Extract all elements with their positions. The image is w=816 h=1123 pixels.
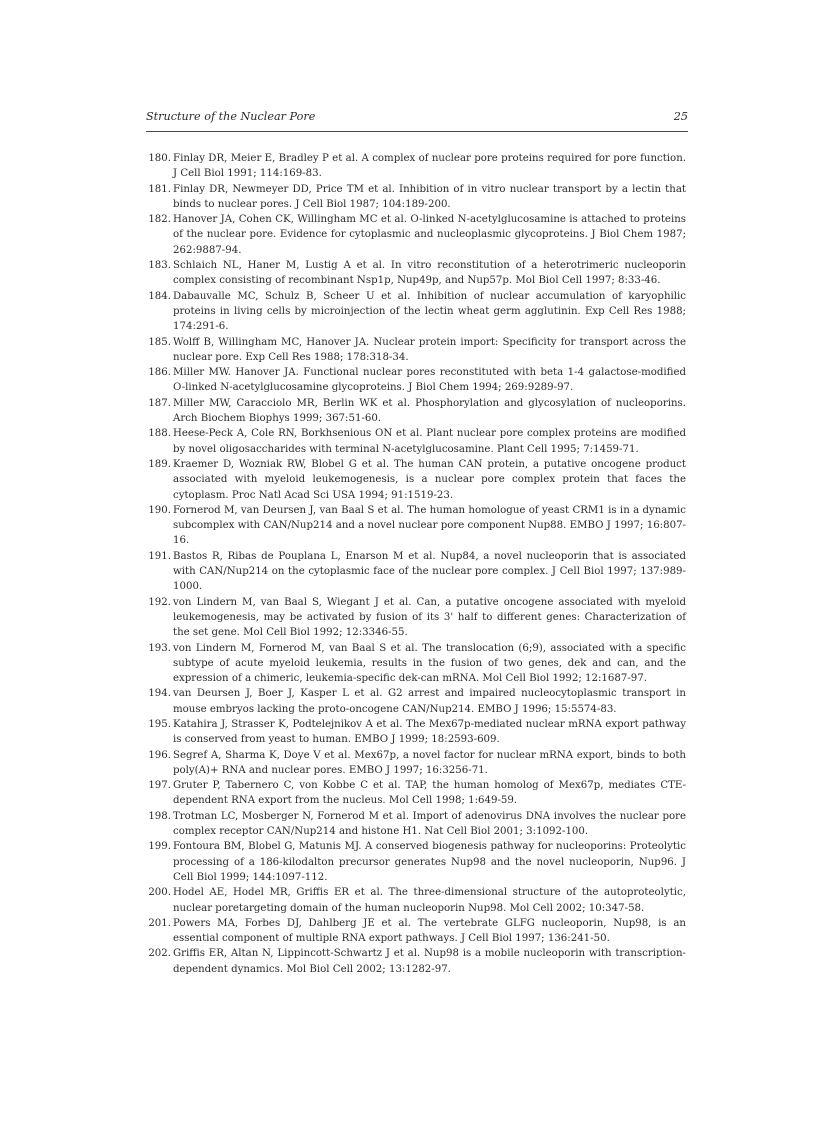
- reference-number: 199.: [148, 841, 171, 853]
- reference-item: [146, 457, 686, 503]
- reference-number: 188.: [148, 428, 171, 440]
- reference-text: Schlaich NL, Haner M, Lustig A et al. In vitro reconstitution of a heterotrimeric nucleoporin complex consisting of recombinant Nsp1p, Nup49p, and Nup57p. Mol Biol Cell 1997; 8:33-46.: [173, 260, 686, 287]
- reference-number: 191.: [148, 550, 171, 562]
- reference-number: 184.: [148, 290, 171, 302]
- running-head-title: Structure of the Nuclear Pore: [146, 110, 316, 123]
- reference-item: [146, 335, 686, 366]
- reference-text: Segref A, Sharma K, Doye V et al. Mex67p, a novel factor for nuclear mRNA export, binds to both poly(A)+ RNA and nuclear pores. EMBO J 1997; 16:3256-71.: [173, 749, 686, 776]
- reference-item: [146, 503, 686, 549]
- reference-number: 195.: [148, 718, 171, 730]
- header-rule: [146, 131, 688, 132]
- reference-text: von Lindern M, Fornerod M, van Baal S et al. The translocation (6;9), associated with a specific subtype of acute myeloid leukemia, results in the fusion of two genes, dek and can, and the expression of a chimeric, leukemia-specific dek-can mRNA. Mol Cell Biol 1992; 12:1687-97.: [173, 642, 686, 685]
- reference-item: [146, 212, 686, 258]
- reference-item: [146, 778, 686, 809]
- running-head: [146, 110, 688, 126]
- reference-text: Heese-Peck A, Cole RN, Borkhsenious ON et al. Plant nuclear pore complex proteins are modified by novel oligosaccharides with terminal N-acetylglucosamine. Plant Cell 1995; 7:1459-71.: [173, 428, 686, 455]
- reference-text: Kraemer D, Wozniak RW, Blobel G et al. The human CAN protein, a putative oncogene product associated with myeloid leukemogenesis, is a nuclear pore complex protein that faces the cytoplasm. Proc Natl Acad Sci USA 1994; 91:1519-23.: [173, 458, 686, 501]
- reference-number: 190.: [148, 504, 171, 516]
- reference-item: [146, 839, 686, 885]
- reference-text: Miller MW, Caracciolo MR, Berlin WK et al. Phosphorylation and glycosylation of nucleoporins. Arch Biochem Biophys 1999; 367:51-60.: [173, 397, 686, 425]
- reference-text: Trotman LC, Mosberger N, Fornerod M et al. Import of adenovirus DNA involves the nuclear pore complex receptor CAN/Nup214 and histone H1. Nat Cell Biol 2001; 3:1092-100.: [173, 810, 686, 838]
- reference-text: Miller MW. Hanover JA. Functional nuclear pores reconstituted with beta 1-4 galactose-modified O-linked N-acetylglucosamine glycoproteins. J Biol Chem 1994; 269:9289-97.: [173, 367, 686, 394]
- reference-number: 192.: [148, 596, 171, 608]
- reference-number: 197.: [148, 780, 171, 792]
- reference-item: [146, 151, 686, 182]
- reference-item: [146, 549, 686, 595]
- reference-number: 180.: [148, 153, 171, 164]
- reference-item: [146, 686, 686, 717]
- reference-item: [146, 946, 686, 977]
- reference-number: 186.: [148, 367, 171, 379]
- reference-number: 202.: [148, 948, 171, 960]
- reference-item: [146, 916, 686, 947]
- reference-number: 187.: [148, 397, 171, 409]
- reference-text: Hodel AE, Hodel MR, Griffis ER et al. The three-dimensional structure of the autoproteolytic, nuclear poretargeting domain of the human nucleoporin Nup98. Mol Cell 2002; 10:347-58.: [173, 887, 686, 914]
- reference-item: [146, 365, 686, 396]
- reference-number: 196.: [148, 749, 171, 761]
- reference-item: [146, 717, 686, 748]
- reference-item: [146, 748, 686, 779]
- reference-item: [146, 289, 686, 335]
- reference-number: 193.: [148, 642, 171, 654]
- reference-item: [146, 809, 686, 840]
- reference-text: Wolff B, Willingham MC, Hanover JA. Nuclear protein import: Specificity for transport across the nuclear pore. Exp Cell Res 1988; 178:318-34.: [173, 336, 686, 363]
- reference-text: Finlay DR, Newmeyer DD, Price TM et al. Inhibition of in vitro nuclear transport by a lectin that binds to nuclear pores. J Cell Biol 1987; 104:189-200.: [173, 183, 686, 210]
- reference-number: 194.: [148, 688, 171, 700]
- reference-number: 198.: [148, 810, 171, 822]
- reference-number: 189.: [148, 458, 171, 470]
- reference-text: Katahira J, Strasser K, Podtelejnikov A et al. The Mex67p-mediated nuclear mRNA export pathway is conserved from yeast to human. EMBO J 1999; 18:2593-609.: [173, 718, 686, 746]
- reference-text: Finlay DR, Meier E, Bradley P et al. A complex of nuclear pore proteins required for pore function. J Cell Biol 1991; 114:169-83.: [173, 153, 686, 180]
- reference-number: 181.: [148, 183, 171, 195]
- reference-number: 185.: [148, 336, 171, 348]
- reference-text: Dabauvalle MC, Schulz B, Scheer U et al. Inhibition of nuclear accumulation of karyophilic proteins in living cells by microinjection of the lectin wheat germ agglutinin. Exp Cell Res 1988; 174:291-6.: [173, 290, 686, 333]
- reference-item: [146, 641, 686, 687]
- reference-text: Powers MA, Forbes DJ, Dahlberg JE et al. The vertebrate GLFG nucleoporin, Nup98, is an essential component of multiple RNA export pathways. J Cell Biol 1997; 136:241-50.: [173, 917, 686, 945]
- reference-text: van Deursen J, Boer J, Kasper L et al. G2 arrest and impaired nucleocytoplasmic transport in mouse embryos lacking the proto-oncogene CAN/Nup214. EMBO J 1996; 15:5574-83.: [173, 688, 686, 715]
- reference-item: [146, 258, 686, 289]
- reference-item: [146, 885, 686, 916]
- reference-item: [146, 182, 686, 213]
- reference-number: 200.: [148, 887, 171, 899]
- reference-text: Gruter P, Tabernero C, von Kobbe C et al. TAP, the human homolog of Mex67p, mediates CTE-dependent RNA export from the nucleus. Mol Cell 1998; 1:649-59.: [173, 780, 686, 807]
- reference-number: 182.: [148, 214, 171, 226]
- reference-text: Hanover JA, Cohen CK, Willingham MC et al. O-linked N-acetylglucosamine is attached to proteins of the nuclear pore. Evidence for cytoplasmic and nucleoplasmic glycoproteins. J Biol Chem 1987; 262:9887-94.: [173, 214, 686, 256]
- reference-item: [146, 426, 686, 457]
- reference-list: [146, 151, 686, 977]
- reference-text: Fontoura BM, Blobel G, Matunis MJ. A conserved biogenesis pathway for nucleoporins: Proteolytic processing of a 186-kilodalton precursor generates Nup98 and the novel nucleoporin, Nup96. J Cell Biol 1999; 144:1097-112.: [173, 841, 686, 883]
- reference-text: von Lindern M, van Baal S, Wiegant J et al. Can, a putative oncogene associated with myeloid leukemogenesis, may be activated by fusion of its 3' half to different genes: Characterization of the set gene. Mol Cell Biol 1992; 12:3346-55.: [173, 596, 686, 639]
- reference-number: 183.: [148, 260, 171, 272]
- reference-item: [146, 595, 686, 641]
- reference-text: Bastos R, Ribas de Pouplana L, Enarson M et al. Nup84, a novel nucleoporin that is associated with CAN/Nup214 on the cytoplasmic face of the nuclear pore complex. J Cell Biol 1997; 137:989-1000.: [173, 550, 686, 593]
- reference-text: Griffis ER, Altan N, Lippincott-Schwartz J et al. Nup98 is a mobile nucleoporin with transcription-dependent dynamics. Mol Biol Cell 2002; 13:1282-97.: [173, 948, 686, 975]
- reference-number: 201.: [148, 917, 171, 929]
- reference-item: [146, 396, 686, 427]
- page-number: 25: [673, 110, 688, 123]
- reference-text: Fornerod M, van Deursen J, van Baal S et al. The human homologue of yeast CRM1 is in a dynamic subcomplex with CAN/Nup214 and a novel nuclear pore component Nup88. EMBO J 1997; 16:807-16.: [173, 504, 686, 547]
